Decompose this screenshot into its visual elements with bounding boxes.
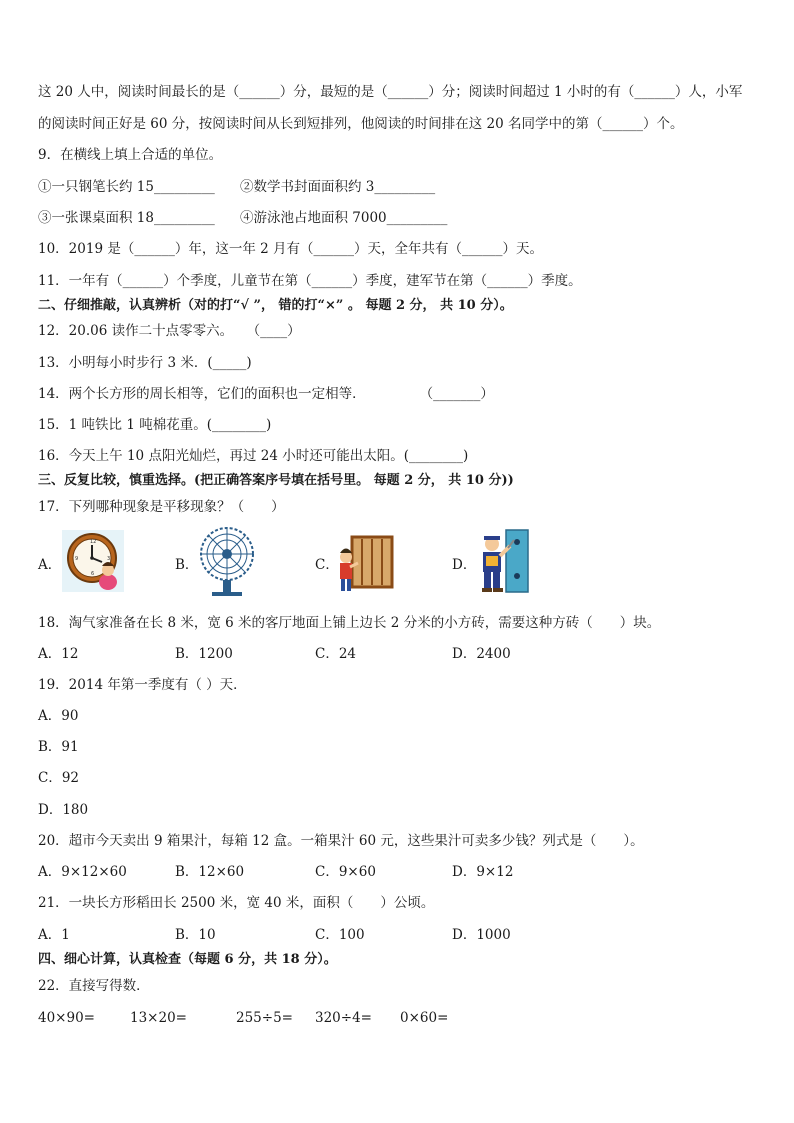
- calc-item-4: 320÷4=: [315, 1010, 372, 1026]
- svg-text:9: 9: [75, 556, 79, 562]
- question-11: 11．一年有（______）个季度，儿童节在第（______）季度，建军节在第（______）季度。: [38, 273, 582, 289]
- question-18-option-c: C．24: [315, 646, 357, 662]
- svg-text:3: 3: [107, 556, 111, 562]
- svg-text:6: 6: [91, 571, 95, 577]
- question-19-option-b: B．91: [38, 739, 79, 755]
- question-18-option-a: A．12: [38, 646, 79, 662]
- question-18-option-d: D．2400: [452, 646, 511, 662]
- section-2-heading: 二、仔细推敲，认真辨析（对的打“√ ”， 错的打“×” 。 每题 2 分， 共 10 分）。: [38, 298, 513, 313]
- question-17-option-c: C．: [315, 557, 339, 573]
- question-20-option-c: C．9×60: [315, 864, 376, 880]
- question-9-item-2: ②数学书封面面积约 3_________: [240, 179, 436, 195]
- question-14: 14．两个长方形的周长相等，它们的面积也一定相等． （_______）: [38, 386, 494, 402]
- question-21-option-d: D．1000: [452, 927, 511, 943]
- question-16: 16．今天上午 10 点阳光灿烂，再过 24 小时还可能出太阳。(________): [38, 448, 469, 464]
- question-17-option-b: B．: [175, 557, 199, 573]
- worker-icon: [474, 528, 532, 594]
- calc-item-1: 40×90=: [38, 1010, 95, 1026]
- question-17: 17．下列哪种现象是平移现象？（ ）: [38, 499, 285, 515]
- question-20: 20．超市今天卖出 9 箱果汁，每箱 12 盒。一箱果汁 60 元，这些果汁可卖多少钱？列式是（ ）。: [38, 833, 644, 849]
- question-12: 12．20.06 读作二十点零零六。 （____）: [38, 323, 301, 339]
- question-20-option-b: B．12×60: [175, 864, 245, 880]
- section-3-heading: 三、反复比较，慎重选择。(把正确答案序号填在括号里。 每题 2 分， 共 10 分)): [38, 473, 514, 488]
- question-17-option-a: A．: [38, 557, 62, 573]
- question-21: 21．一块长方形稻田长 2500 米，宽 40 米，面积（ ）公顷。: [38, 895, 435, 911]
- question-19: 19．2014 年第一季度有（ ）天．: [38, 677, 247, 693]
- question-21-option-b: B．10: [175, 927, 216, 943]
- question-18: 18．淘气家准备在长 8 米，宽 6 米的客厅地面上铺上边长 2 分米的小方砖，需要这种方砖（ ）块。: [38, 615, 661, 631]
- clock-icon: [62, 530, 124, 592]
- question-20-option-a: A．9×12×60: [38, 864, 127, 880]
- window-icon: [336, 535, 394, 593]
- fan-icon: [198, 526, 256, 598]
- question-9-item-3: ③一张课桌面积 18_________: [38, 210, 215, 226]
- question-17-option-d: D．: [452, 557, 477, 573]
- question-9: 9．在横线上填上合适的单位。: [38, 147, 223, 163]
- question-21-option-a: A．1: [38, 927, 70, 943]
- calc-item-5: 0×60=: [400, 1010, 449, 1026]
- section-4-heading: 四、细心计算，认真检查（每题 6 分，共 18 分）。: [38, 952, 337, 967]
- calc-item-2: 13×20=: [130, 1010, 187, 1026]
- text-line-1: 这 20 人中，阅读时间最长的是（______）分，最短的是（______）分；阅读时间超过 1 小时的有（______）人，小军: [38, 84, 743, 100]
- question-15: 15．1 吨铁比 1 吨棉花重。(________): [38, 417, 272, 433]
- question-19-option-c: C．92: [38, 770, 80, 786]
- question-18-option-b: B．1200: [175, 646, 233, 662]
- question-10: 10．2019 是（______）年，这一年 2 月有（______）天，全年共有（______）天。: [38, 241, 543, 257]
- text-line-2: 的阅读时间正好是 60 分，按阅读时间从长到短排列，他阅读的时间排在这 20 名同学中的第（______）个。: [38, 116, 684, 132]
- calc-item-3: 255÷5=: [236, 1010, 293, 1026]
- question-20-option-d: D．9×12: [452, 864, 514, 880]
- question-19-option-a: A．90: [38, 708, 79, 724]
- question-13: 13．小明每小时步行 3 米．(_____): [38, 355, 252, 371]
- question-19-option-d: D．180: [38, 802, 89, 818]
- question-21-option-c: C．100: [315, 927, 365, 943]
- question-9-item-4: ④游泳池占地面积 7000_________: [240, 210, 448, 226]
- question-9-item-1: ①一只钢笔长约 15_________: [38, 179, 215, 195]
- question-22: 22．直接写得数．: [38, 978, 150, 994]
- svg-text:12: 12: [90, 539, 97, 545]
